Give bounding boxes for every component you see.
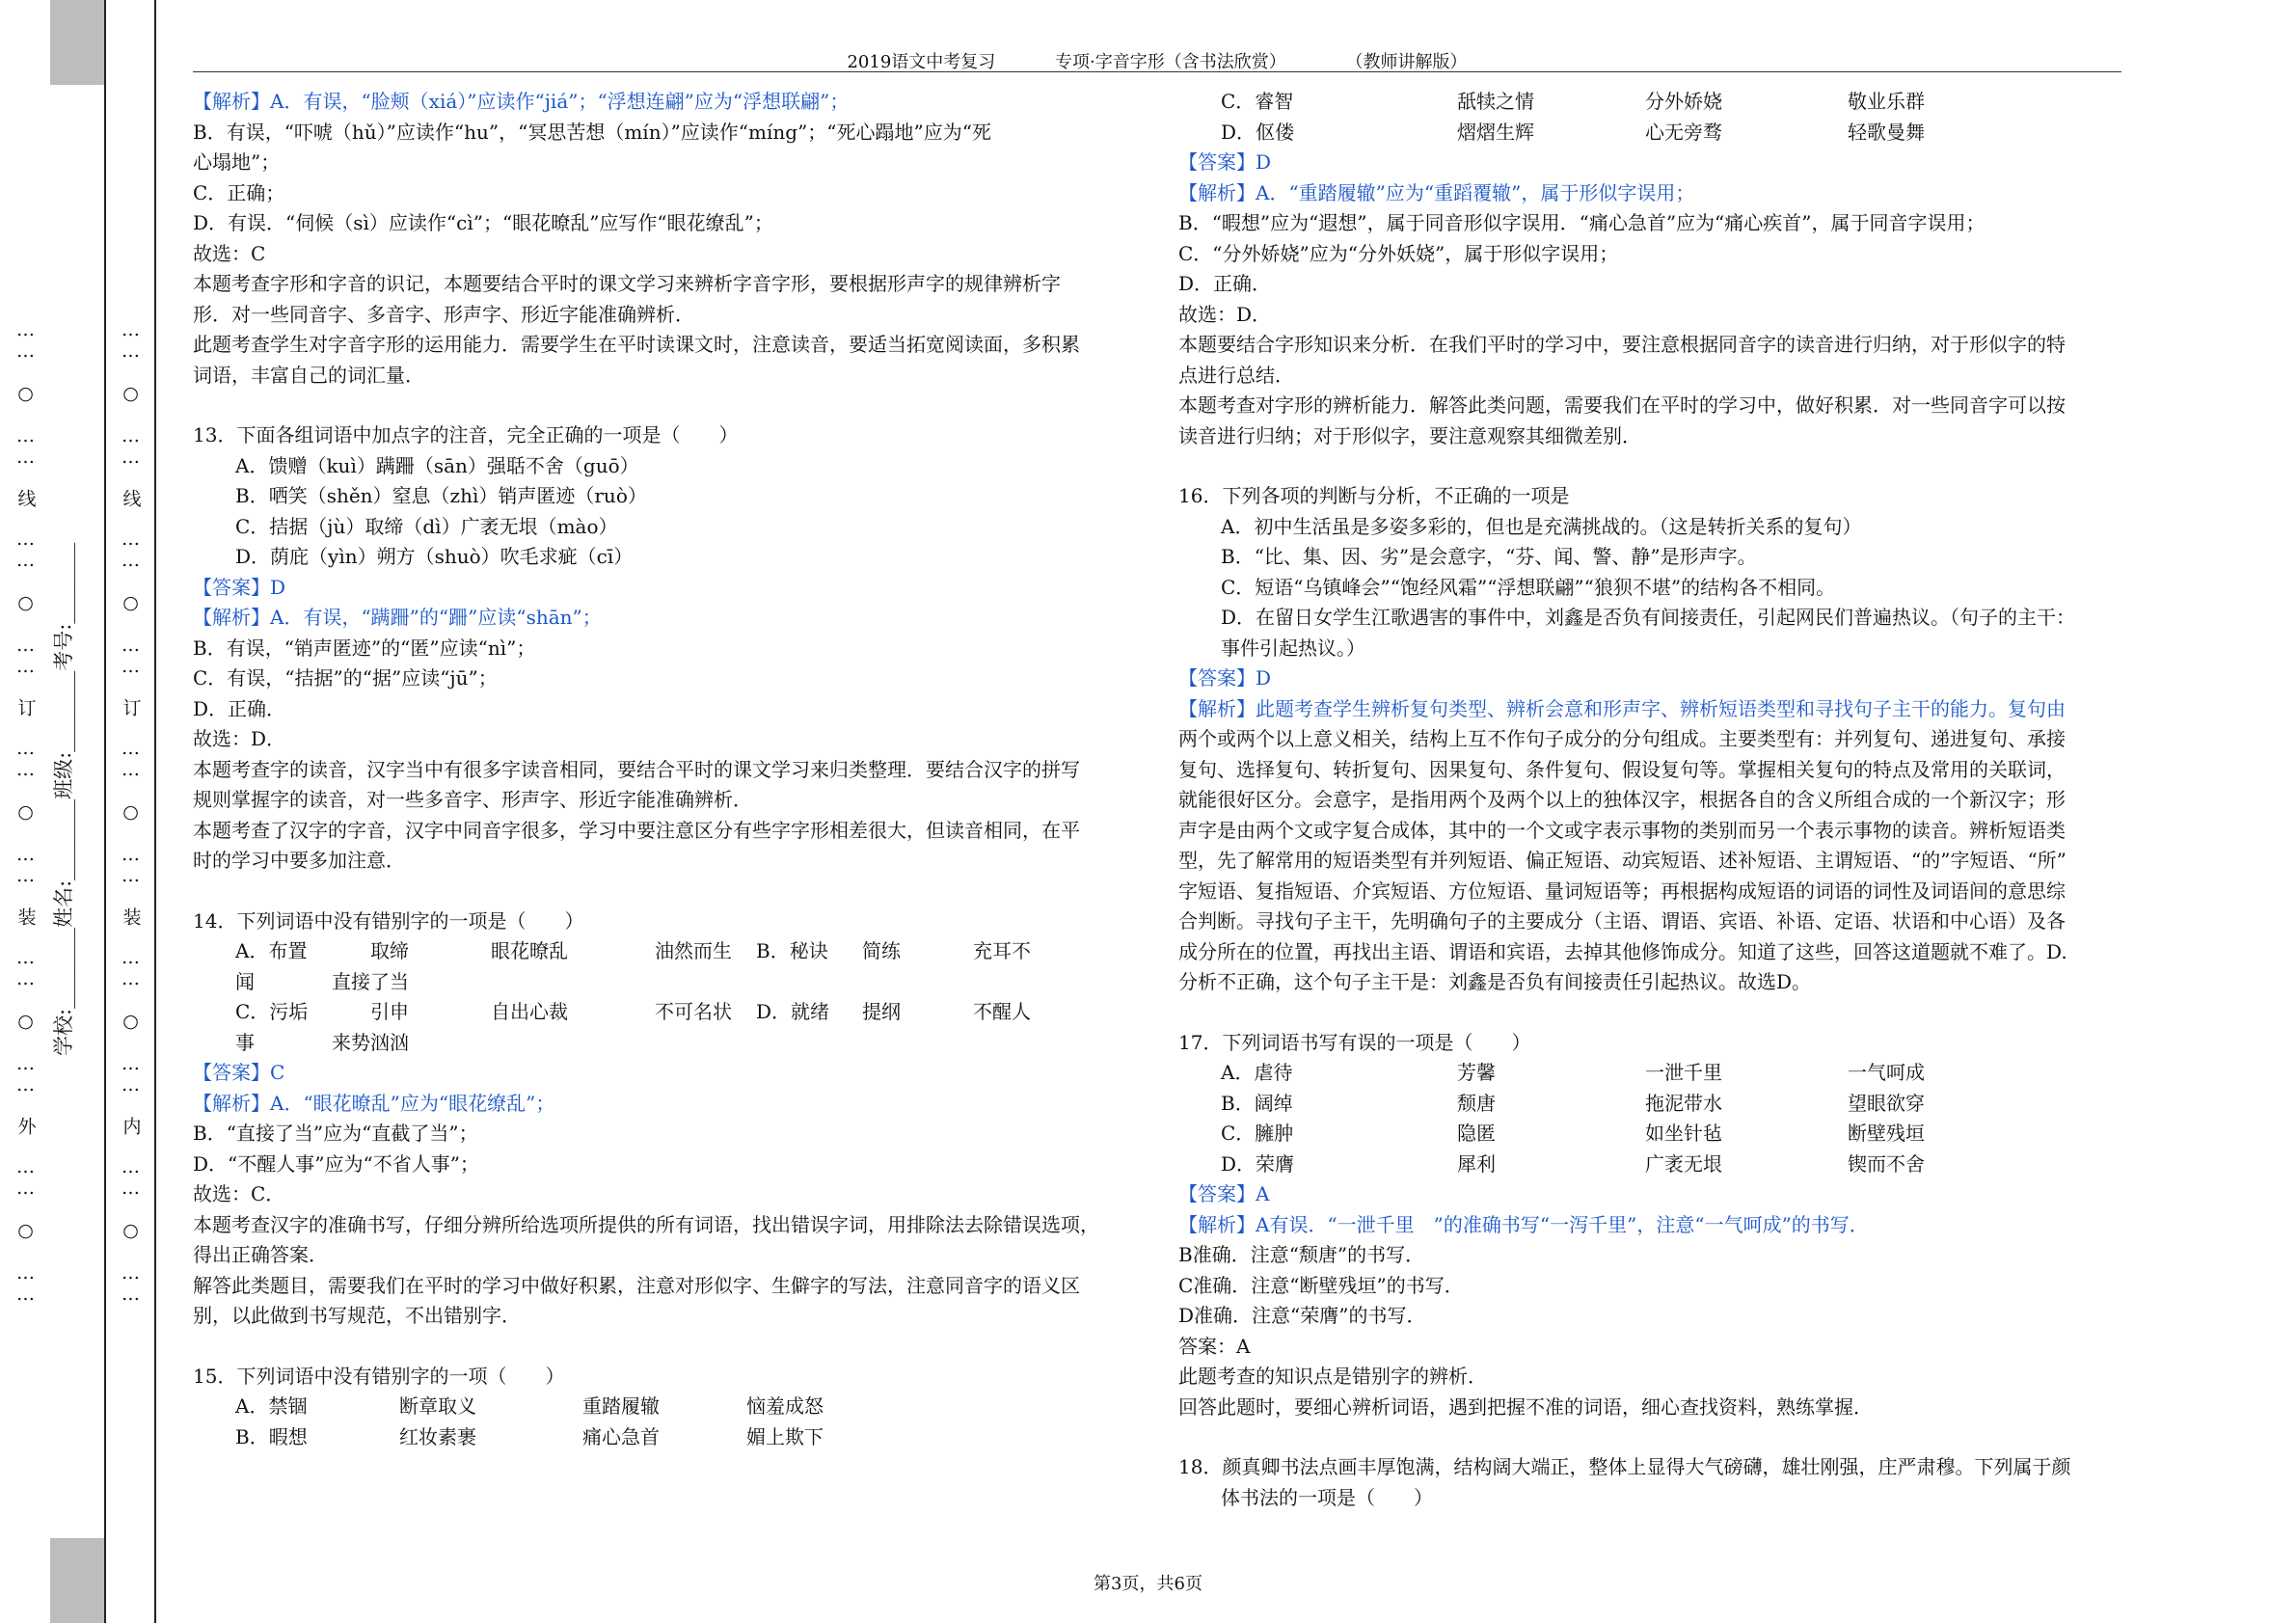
options-row (193, 997, 1138, 1028)
analysis-line: 形．对一些同音字、多音字、形声字、形近字能准确辨析． (193, 302, 694, 326)
word: B．暇想 (235, 1424, 308, 1448)
options-row (1178, 1058, 2123, 1089)
analysis-line: 得出正确答案． (193, 1243, 328, 1266)
question-14: 14．下列词语中没有错别字的一项是（ ） (193, 908, 584, 933)
word: 犀利 (1457, 1151, 1496, 1176)
analysis-line: 词语，丰富自己的词汇量． (193, 363, 424, 387)
answer: 【答案】A (1178, 1182, 1270, 1205)
analysis-line: 型，先了解常用的短语类型有并列短语、偏正短语、动宾短语、述补短语、主谓短语、“的”字短语、“所” (1178, 849, 2066, 872)
inner-seal-line: …… ○ …… 线 …… ○ …… 订 …… ○ …… 装 …… ○ …… 内 …… ○ …… (120, 318, 142, 1305)
analysis-line: 本题考查字形和字音的识记，本题要结合平时的课文学习来辨析字音字形，要根据形声字的规律辨析字 (193, 272, 1061, 295)
analysis-line: 合判断。寻找句子主干，先明确句子的主要成分（主语、谓语、宾语、补语、定语、状语和中心语）及各 (1178, 909, 2066, 933)
word: 如坐针毡 (1645, 1122, 1722, 1145)
page-footer: 第3页，共6页 (1094, 1574, 1202, 1594)
word: B．秘诀 (756, 939, 828, 962)
option-c: C．短语“乌镇峰会”“饱经风霜”“浮想联翩”“狼狈不堪”的结构各不相同。 (1221, 575, 1836, 599)
option-a: A．初中生活虽是多姿多彩的，但也是充满挑战的。（这是转折关系的复句） (1221, 514, 1862, 538)
analysis-line: C．正确； (193, 180, 285, 204)
analysis-line: 答案：A (1178, 1334, 1251, 1358)
option-d: D．在留日女学生江歌遇害的事件中，刘鑫是否负有间接责任，引起网民们普遍热议。（句子的主干： (1221, 606, 2076, 629)
header-rule (193, 71, 2121, 72)
option-a: A．馈赠（kuì）蹒跚（sān）强聒不舍（guō） (235, 453, 639, 477)
analysis-line: 此题考查学生对字音字形的运用能力．需要学生在平时读课文时，注意读音，要适当拓宽阅读面，多积累 (193, 333, 1080, 356)
word: 油然而生 (655, 939, 732, 962)
analysis-line: 两个或两个以上意义相关，结构上互不作句子成分的分句组成。主要类型有：并列复句、递进复句、承接 (1178, 727, 2066, 750)
analysis-line: 【解析】A．“重踏履辙”应为“重蹈覆辙”，属于形似字误用； (1178, 180, 1695, 204)
question-18-continued: 体书法的一项是（ ） (1221, 1485, 1433, 1509)
binding-strip-inner (106, 0, 156, 1623)
analysis-line: C准确．注意“断壁残垣”的书写． (1178, 1273, 1464, 1297)
analysis-line: 【解析】A．有误，“蹒跚”的“跚”应读“shān”； (193, 606, 602, 629)
word: B．阔绰 (1221, 1091, 1293, 1115)
word: 痛心急首 (582, 1424, 660, 1448)
analysis-line: B．有误，“吓唬（hǔ）”应读作“hu”，“冥思苦想（mín）”应读作“míng”；“死心蹋地”应为“死 (193, 120, 991, 144)
word: C．睿智 (1221, 90, 1294, 113)
word: 不醒人 (973, 1000, 1031, 1023)
analysis-line: 读音进行归纳；对于形似字，要注意观察其细微差别． (1178, 423, 1641, 447)
analysis-line: 点进行总结． (1178, 363, 1294, 387)
word: D．伛偻 (1221, 120, 1295, 144)
options-row (1178, 1150, 2123, 1180)
analysis-line: B．“暇想”应为“遐想”，属于同音形似字误用．“痛心急首”应为“痛心疾首”，属于同音字误用； (1178, 211, 1985, 234)
word: D．荣膺 (1221, 1151, 1295, 1176)
word: D．就绪 (756, 1000, 830, 1023)
analysis-line: 声字是由两个文或字复合成体，其中的一个文或字表示事物的类别而另一个表示事物的读音。辨析短语类 (1178, 818, 2066, 842)
options-row (1178, 1119, 2123, 1150)
question-15: 15．下列词语中没有错别字的一项（ ） (193, 1364, 565, 1388)
word: 自出心裁 (491, 1000, 568, 1023)
question-16: 16．下列各项的判断与分析，不正确的一项是 (1178, 484, 1570, 507)
page-header (193, 48, 2121, 71)
word: 敬业乐群 (1848, 90, 1925, 113)
analysis-line: 心塌地”； (193, 150, 281, 174)
word: 望眼欲穿 (1848, 1091, 1925, 1115)
word: A．虐待 (1221, 1061, 1293, 1084)
word: 红妆素裹 (399, 1424, 476, 1448)
analysis-line: D．有误．“伺候（sì）应读作“cì”；“眼花暸乱”应写作“眼花缭乱”； (193, 211, 773, 234)
outer-seal-line: …… ○ …… 线 …… ○ …… 订 …… ○ …… 装 …… ○ …… 外 …… ○ …… (14, 318, 37, 1305)
analysis-line: 解答此类题目，需要我们在平时的学习中做好积累，注意对形似字、生僻字的写法，注意同音字的语义区 (193, 1273, 1080, 1297)
analysis-line: B．“直接了当”应为“直截了当”； (193, 1122, 478, 1145)
left-column (193, 87, 1138, 1452)
analysis-line: B准确．注意“颓唐”的书写． (1178, 1243, 1425, 1266)
analysis-line: C．“分外娇娆”应为“分外妖娆”，属于形似字误用； (1178, 241, 1619, 265)
word: 一气呵成 (1848, 1061, 1925, 1084)
analysis-line: 本题考查字的读音，汉字当中有很多字读音相同，要结合平时的课文学习来归类整理．要结合汉字的拼写 (193, 757, 1080, 781)
gray-block-top (50, 0, 104, 85)
options-row-continued: 事 来势汹汹 (235, 1030, 409, 1054)
analysis-line: 故选：C． (193, 1182, 285, 1205)
word: 一泄千里 (1645, 1061, 1722, 1084)
right-column (1178, 87, 2123, 1513)
word: 恼羞成怒 (746, 1394, 824, 1418)
analysis-line: 故选：C (193, 241, 266, 265)
answer: 【答案】D (1178, 150, 1272, 174)
analysis-line: 别，以此做到书写规范，不出错别字． (193, 1304, 521, 1327)
analysis-line: 【解析】此题考查学生辨析复句类型、辨析会意和形声字、辨析短语类型和寻找句子主干的能力。复句由 (1178, 696, 2066, 720)
analysis-line: 分析不正确，这个句子主干是：刘鑫是否负有间接责任引起热议。故选D。 (1178, 970, 1812, 993)
analysis-line: 本题要结合字形知识来分析．在我们平时的学习中，要注意根据同音字的读音进行归纳，对于形似字的特 (1178, 333, 2066, 356)
analysis-line: D．正确． (1178, 272, 1272, 295)
word: 眼花暸乱 (491, 939, 568, 962)
word: 心无旁骛 (1645, 120, 1722, 144)
word: 简练 (862, 939, 901, 962)
analysis-line: 复句、选择复句、转折复句、因果复句、条件复句、假设复句等。掌握相关复句的特点及常用的关联词， (1178, 757, 2066, 781)
header-edition: （教师讲解版） (1345, 52, 1468, 72)
word: 广袤无垠 (1645, 1151, 1722, 1176)
word: 舐犊之情 (1457, 90, 1534, 113)
analysis-line: 本题考查汉字的准确书写，仔细分辨所给选项所提供的所有词语，找出错误字词，用排除法去除错误选项， (193, 1212, 1099, 1236)
word: 充耳不 (973, 939, 1031, 962)
analysis-line: 成分所在的位置，再找出主语、谓语和宾语，去掉其他修饰成分。知道了这些，回答这道题就不难了。D. (1178, 939, 2067, 963)
question-13: 13．下面各组词语中加点字的注音，完全正确的一项是（ ） (193, 423, 739, 446)
word: 媚上欺下 (746, 1424, 824, 1448)
analysis-line: 故选：D． (1178, 302, 1272, 326)
analysis-line: D准确．注意“荣膺”的书写． (1178, 1304, 1426, 1327)
analysis-line: 【解析】A．有误，“脸颊（xiá）”应读作“jiá”；“浮想连翩”应为“浮想联翩”； (193, 90, 850, 113)
word: 隐匿 (1457, 1122, 1496, 1145)
analysis-line: D．正确． (193, 696, 286, 720)
student-info-line: 学校:________姓名:________班级:________考号:________ (52, 542, 75, 1056)
option-b: B．哂笑（shěn）窒息（zhì）销声匿迹（ruò） (235, 484, 647, 507)
option-b: B．“比、集、因、劣”是会意字，“芬、闻、警、静”是形声字。 (1221, 545, 1757, 568)
answer: 【答案】D (193, 575, 286, 599)
analysis-line: 本题考查了汉字的字音，汉字中同音字很多，学习中要注意区分有些字字形相差很大，但读音相同，在平 (193, 818, 1080, 842)
analysis-line: B．有误，“销声匿迹”的“匿”应读“nì”； (193, 636, 536, 660)
binding-strip-outer (0, 0, 52, 1623)
options-row (193, 1422, 1138, 1453)
word: 提纲 (862, 1000, 901, 1023)
word: 引申 (370, 1000, 409, 1023)
word: C．臃肿 (1221, 1122, 1294, 1145)
options-row (193, 936, 1138, 967)
analysis-line: 此题考查的知识点是错别字的辨析． (1178, 1365, 1487, 1388)
analysis-line: 【解析】A．“眼花暸乱”应为“眼花缭乱”； (193, 1091, 555, 1115)
analysis-line: 故选：D． (193, 727, 286, 750)
analysis-line: 本题考查对字形的辨析能力．解答此类问题，需要我们在平时的学习中，做好积累．对一些同音字可以按 (1178, 393, 2066, 417)
question-17: 17．下列词语书写有误的一项是（ ） (1178, 1030, 1531, 1054)
word: 熠熠生辉 (1457, 120, 1534, 144)
options-row (1178, 118, 2123, 149)
options-row-continued: 闻 直接了当 (235, 969, 409, 993)
word: 不可名状 (655, 1000, 732, 1023)
answer: 【答案】D (1178, 666, 1272, 690)
word: A．禁锢 (235, 1394, 308, 1418)
option-c: C．拮据（jù）取缔（dì）广袤无垠（mào） (235, 514, 618, 538)
word: 轻歌曼舞 (1848, 120, 1925, 144)
options-row (1178, 1089, 2123, 1120)
word: C．污垢 (235, 1000, 309, 1023)
word: 取缔 (370, 939, 409, 962)
word: 芳馨 (1457, 1061, 1496, 1084)
answer: 【答案】C (193, 1061, 285, 1084)
word: 重踏履辙 (582, 1394, 660, 1418)
options-row (193, 1392, 1138, 1422)
analysis-line: D．“不醒人事”应为“不省人事”； (193, 1151, 479, 1176)
word: A．布置 (235, 939, 308, 962)
analysis-line: 字短语、复指短语、介宾短语、方位短语、量词短语等；再根据构成短语的词语的词性及词语间的意思综 (1178, 879, 2066, 903)
question-18: 18．颜真卿书法点画丰厚饱满，结构阔大端正，整体上显得大气磅礴，雄壮刚强，庄严肃穆。下列属于颜 (1178, 1455, 2071, 1478)
word: 锲而不舍 (1848, 1151, 1925, 1176)
analysis-line: C．有误，“拮据”的“据”应读“jū”； (193, 666, 498, 690)
header-subject: 专项·字音字形（含书法欣赏） (1055, 52, 1286, 72)
word: 断章取义 (399, 1394, 476, 1418)
analysis-line: 规则掌握字的读音，对一些多音字、形声字、形近字能准确辨析． (193, 788, 752, 811)
option-d: D．荫庇（yìn）朔方（shuò）吹毛求疵（cī） (235, 545, 634, 568)
option-d-continued: 事件引起热议。） (1221, 636, 1365, 660)
word: 颓唐 (1457, 1091, 1496, 1115)
analysis-line: 就能很好区分。会意字，是指用两个及两个以上的独体汉字，根据各自的含义所组合成的一个新汉字；形 (1178, 788, 2066, 811)
analysis-line: 时的学习中要多加注意． (193, 849, 405, 872)
analysis-line: 【解析】A有误．“一泄千里 ”的准确书写“一泻千里”，注意“一气呵成”的书写． (1178, 1212, 1869, 1236)
word: 拖泥带水 (1645, 1091, 1722, 1115)
options-row (1178, 87, 2123, 118)
word: 分外娇娆 (1645, 90, 1722, 113)
word: 断壁残垣 (1848, 1122, 1925, 1145)
analysis-line: 回答此题时，要细心辨析词语，遇到把握不准的词语，细心查找资料，熟练掌握． (1178, 1394, 1873, 1419)
header-title: 2019语文中考复习 (847, 52, 996, 72)
